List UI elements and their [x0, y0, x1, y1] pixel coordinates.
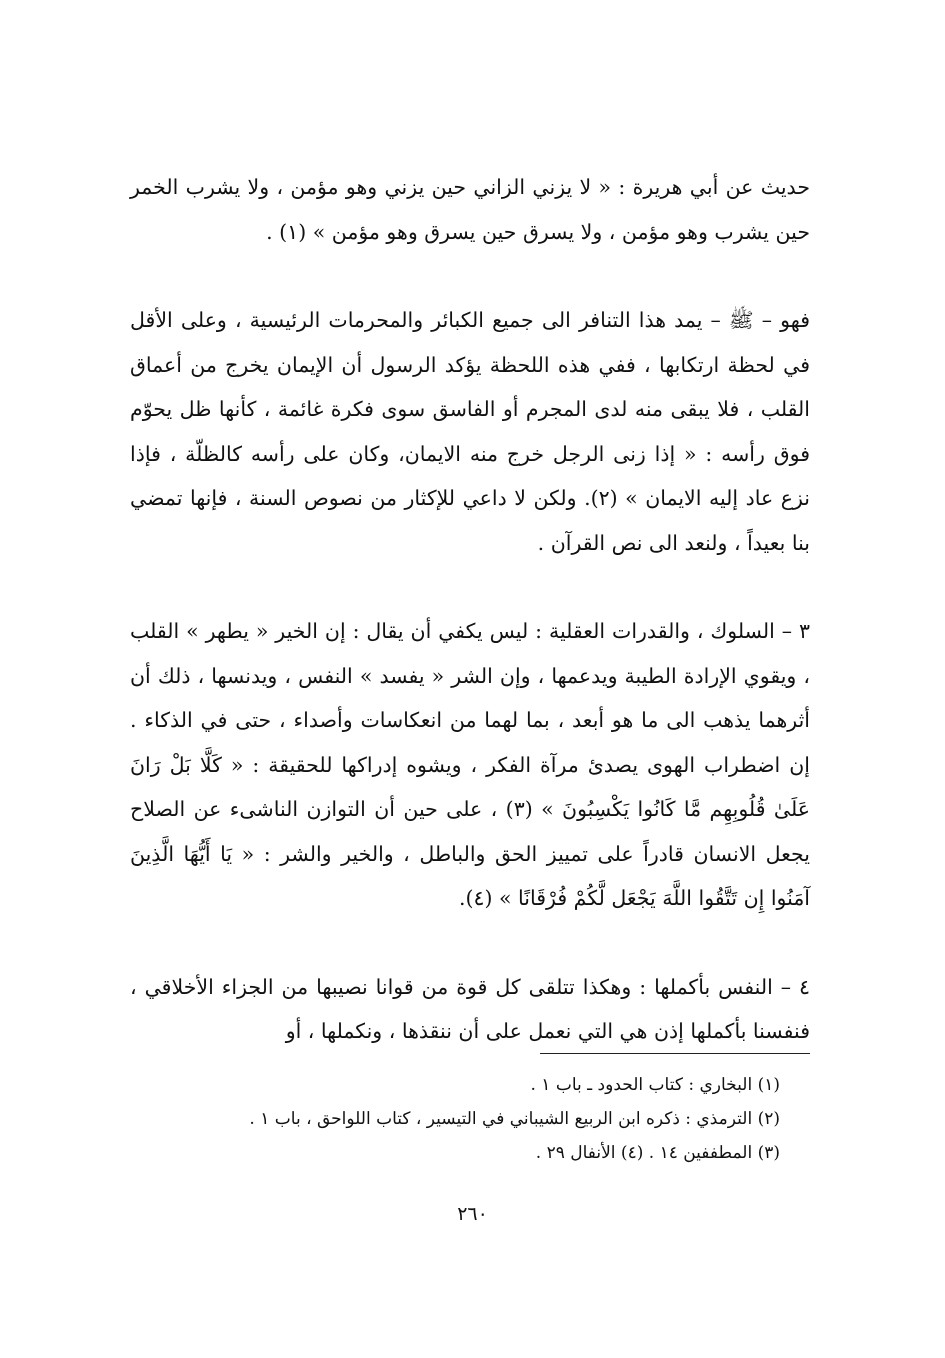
paragraph-1: حديث عن أبي هريرة : « لا يزني الزاني حين يزني وهو مؤمن ، ولا يشرب الخمر حين يشرب وهو مؤمن ، ولا يسرق حين يسرق وهو مؤمن » (١) .: [130, 175, 810, 244]
footnote-2: (٢) الترمذي : ذكره ابن الربيع الشيباني في التيسير ، كتاب اللواحق ، باب ١ .: [249, 1109, 780, 1129]
footnotes: [130, 1068, 780, 1170]
paragraph-3: ٣ – السلوك ، والقدرات العقلية : ليس يكفي أن يقال : إن الخير « يطهر » القلب ، ويقوي الإرادة الطيبة ويدعمها ، وإن الشر « يفسد » النفس ، ويدنسها ، ذلك أن أثرهما يذهب الى ما هو أبعد ، بما لهما من انعكاسات وأصداء ، حتى في الذكاء . إن اضطراب الهوى يصدئ مرآة الفكر ، ويشوه إدراكها للحقيقة : « كَلَّا بَلْ رَانَ عَلَىٰ قُلُوبِهِم مَّا كَانُوا يَكْسِبُونَ » (٣) ، على حين أن التوازن الناشىء عن الصلاح يجعل الانسان قادراً على تمييز الحق والباطل ، والخير والشر : « يَا أَيُّهَا الَّذِينَ آمَنُوا إِن تَتَّقُوا اللَّهَ يَجْعَل لَّكُمْ فُرْقَانًا » (٤).: [130, 619, 811, 910]
footnote-1: (١) البخاري : كتاب الحدود ـ باب ١ .: [530, 1075, 780, 1095]
footnote-divider: [540, 1053, 810, 1054]
footnote-3: (٣) المطففين ١٤ . (٤) الأنفال ٢٩ .: [535, 1143, 780, 1163]
page-number: ٢٦٠: [457, 1203, 488, 1225]
paragraph-4: ٤ – النفس بأكملها : وهكذا تتلقى كل قوة من قوانا نصيبها من الجزاء الأخلاقي ، فنفسنا بأكملها إذن هي التي نعمل على أن ننقذها ، ونكملها ، أو: [130, 974, 810, 1043]
main-text: [130, 165, 810, 1054]
paragraph-2: فهو – ﷺ – يمد هذا التنافر الى جميع الكبائر والمحرمات الرئيسية ، وعلى الأقل في لحظة ارتكابها ، ففي هذه اللحظة يؤكد الرسول أن الإيمان يخرج من أعماق القلب ، فلا يبقى منه لدى المجرم أو الفاسق سوى فكرة غائمة ، كأنها ظل يحوّم فوق رأسه : « إذا زنى الرجل خرج منه الايمان، وكان على رأسه كالظلّة ، فإذا نزع عاد إليه الايمان » (٢). ولكن لا داعي للإكثار من نصوص السنة ، فإنها تمضي بنا بعيداً ، ولنعد الى نص القرآن .: [130, 308, 810, 555]
